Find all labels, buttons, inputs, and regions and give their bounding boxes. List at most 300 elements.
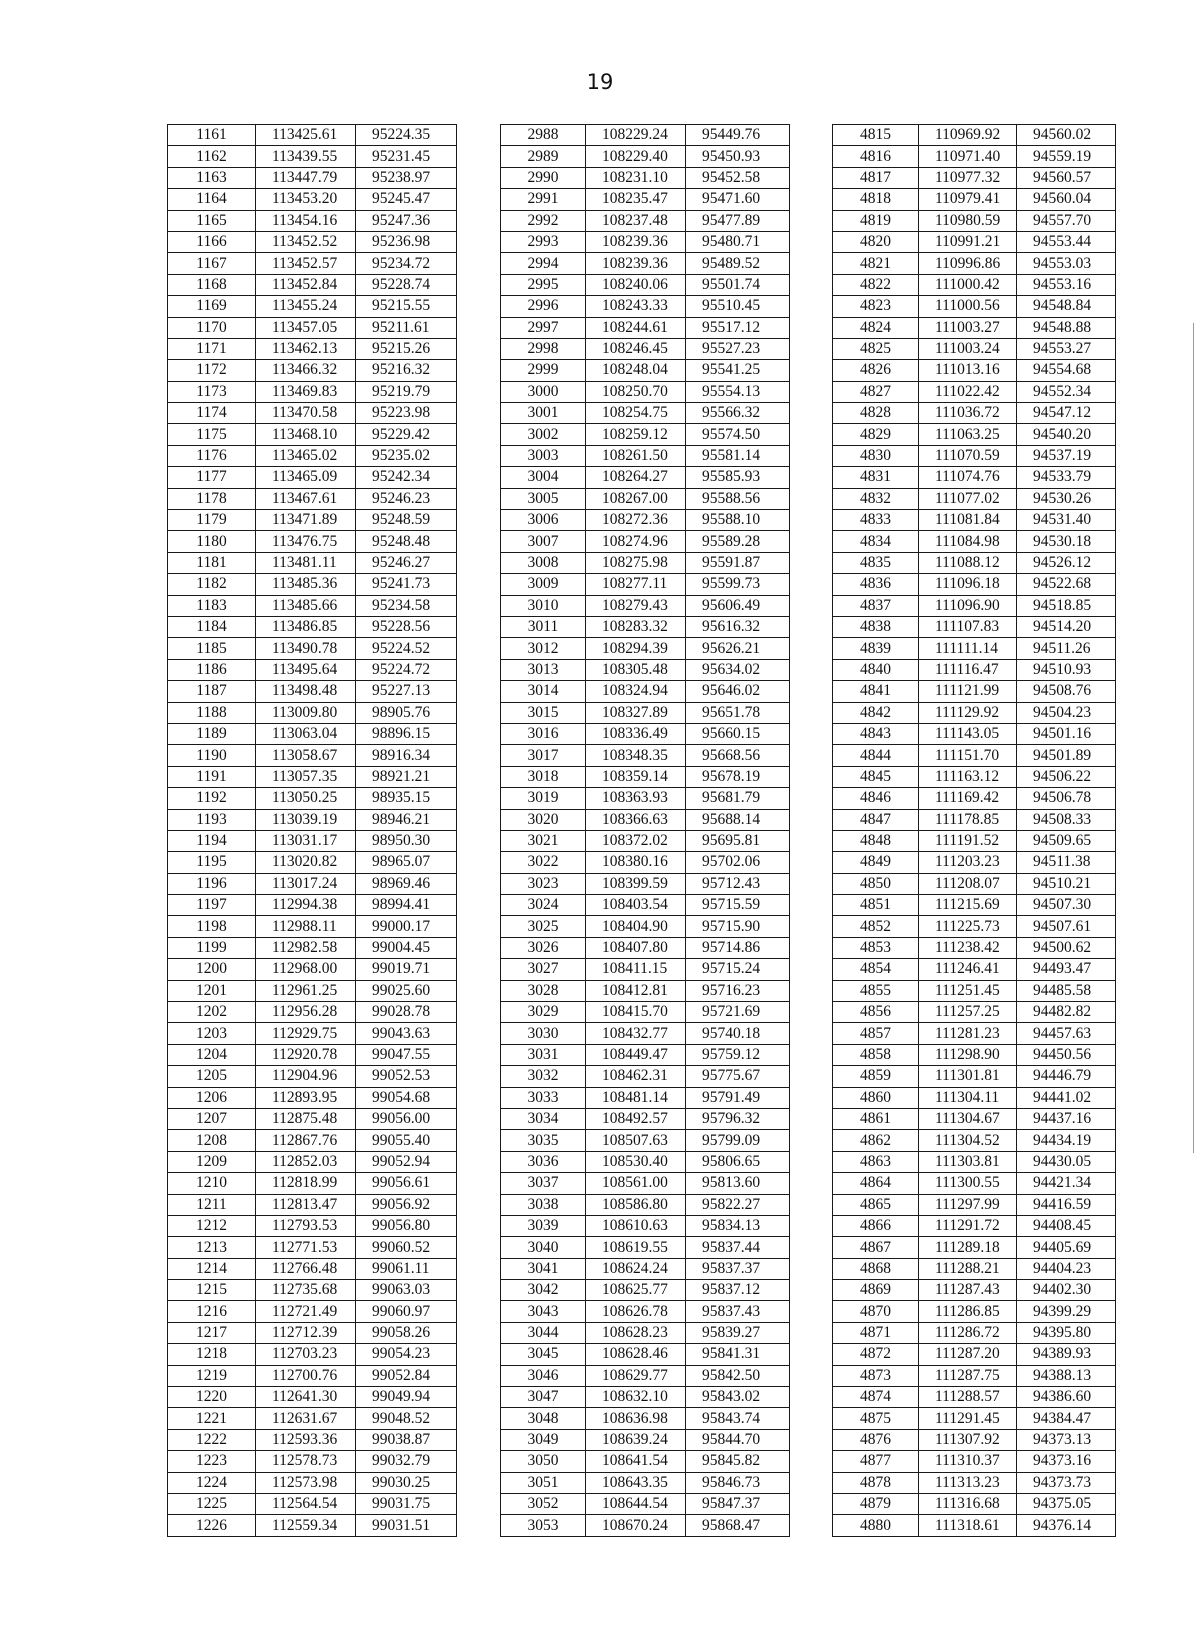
x-coordinate-cell: 111111.14	[919, 638, 1017, 659]
point-number-cell: 3000	[501, 381, 586, 402]
table-row	[833, 1280, 1116, 1301]
x-coordinate-cell: 111304.11	[919, 1087, 1017, 1108]
x-coordinate-cell: 112875.48	[256, 1108, 356, 1129]
point-number-cell: 1206	[168, 1087, 256, 1108]
point-number-cell: 4839	[833, 638, 919, 659]
y-coordinate-cell: 95224.35	[356, 125, 457, 146]
y-coordinate-cell: 95581.14	[686, 445, 790, 466]
point-number-cell: 4869	[833, 1280, 919, 1301]
y-coordinate-cell: 95813.60	[686, 1173, 790, 1194]
x-coordinate-cell: 108231.10	[586, 167, 686, 188]
table-row	[168, 1044, 457, 1065]
point-number-cell: 3022	[501, 852, 586, 873]
y-coordinate-cell: 99052.94	[356, 1151, 457, 1172]
table-row	[501, 1130, 790, 1151]
x-coordinate-cell: 111208.07	[919, 873, 1017, 894]
point-number-cell: 4879	[833, 1494, 919, 1515]
y-coordinate-cell: 95839.27	[686, 1322, 790, 1343]
x-coordinate-cell: 111316.68	[919, 1494, 1017, 1515]
y-coordinate-cell: 99054.68	[356, 1087, 457, 1108]
table-row	[168, 852, 457, 873]
table-row	[501, 809, 790, 830]
table-row	[833, 1258, 1116, 1279]
y-coordinate-cell: 98994.41	[356, 895, 457, 916]
point-number-cell: 4863	[833, 1151, 919, 1172]
x-coordinate-cell: 111287.43	[919, 1280, 1017, 1301]
y-coordinate-cell: 95449.76	[686, 125, 790, 146]
y-coordinate-cell: 99000.17	[356, 916, 457, 937]
y-coordinate-cell: 95219.79	[356, 381, 457, 402]
y-coordinate-cell: 95651.78	[686, 702, 790, 723]
table-row	[833, 1365, 1116, 1386]
y-coordinate-cell: 98921.21	[356, 766, 457, 787]
table-row	[501, 445, 790, 466]
y-coordinate-cell: 99030.25	[356, 1472, 457, 1493]
y-coordinate-cell: 95216.32	[356, 360, 457, 381]
x-coordinate-cell: 111298.90	[919, 1044, 1017, 1065]
point-number-cell: 3041	[501, 1258, 586, 1279]
x-coordinate-cell: 111246.41	[919, 959, 1017, 980]
y-coordinate-cell: 95841.31	[686, 1344, 790, 1365]
table-row	[168, 1322, 457, 1343]
point-number-cell: 3025	[501, 916, 586, 937]
point-number-cell: 1161	[168, 125, 256, 146]
table-row	[168, 403, 457, 424]
table-row	[501, 360, 790, 381]
point-number-cell: 1186	[168, 659, 256, 680]
point-number-cell: 1202	[168, 1002, 256, 1023]
table-row	[501, 467, 790, 488]
point-number-cell: 4860	[833, 1087, 919, 1108]
x-coordinate-cell: 108561.00	[586, 1173, 686, 1194]
table-row	[833, 574, 1116, 595]
y-coordinate-cell: 94548.88	[1017, 317, 1116, 338]
y-coordinate-cell: 94402.30	[1017, 1280, 1116, 1301]
point-number-cell: 3034	[501, 1108, 586, 1129]
point-number-cell: 2994	[501, 253, 586, 274]
x-coordinate-cell: 111022.42	[919, 381, 1017, 402]
x-coordinate-cell: 112771.53	[256, 1237, 356, 1258]
x-coordinate-cell: 108237.48	[586, 210, 686, 231]
y-coordinate-cell: 95480.71	[686, 231, 790, 252]
x-coordinate-cell: 113485.66	[256, 595, 356, 616]
table-row	[833, 531, 1116, 552]
table-row	[501, 189, 790, 210]
x-coordinate-cell: 113495.64	[256, 659, 356, 680]
x-coordinate-cell: 108643.35	[586, 1472, 686, 1493]
y-coordinate-cell: 95837.43	[686, 1301, 790, 1322]
x-coordinate-cell: 113452.57	[256, 253, 356, 274]
point-number-cell: 3042	[501, 1280, 586, 1301]
x-coordinate-cell: 110979.41	[919, 189, 1017, 210]
point-number-cell: 3002	[501, 424, 586, 445]
y-coordinate-cell: 99055.40	[356, 1130, 457, 1151]
x-coordinate-cell: 108277.11	[586, 574, 686, 595]
y-coordinate-cell: 95215.55	[356, 296, 457, 317]
table-row	[501, 1365, 790, 1386]
x-coordinate-cell: 113490.78	[256, 638, 356, 659]
point-number-cell: 1217	[168, 1322, 256, 1343]
table-row	[501, 895, 790, 916]
y-coordinate-cell: 95740.18	[686, 1023, 790, 1044]
y-coordinate-cell: 95234.58	[356, 595, 457, 616]
y-coordinate-cell: 95228.56	[356, 616, 457, 637]
point-number-cell: 3047	[501, 1387, 586, 1408]
point-number-cell: 3049	[501, 1429, 586, 1450]
y-coordinate-cell: 95845.82	[686, 1451, 790, 1472]
point-number-cell: 1200	[168, 959, 256, 980]
x-coordinate-cell: 113476.75	[256, 531, 356, 552]
y-coordinate-cell: 95716.23	[686, 980, 790, 1001]
table-row	[833, 1002, 1116, 1023]
table-row	[833, 189, 1116, 210]
table-row	[501, 1108, 790, 1129]
y-coordinate-cell: 95471.60	[686, 189, 790, 210]
point-number-cell: 4864	[833, 1173, 919, 1194]
point-number-cell: 2996	[501, 296, 586, 317]
table-row	[501, 1023, 790, 1044]
x-coordinate-cell: 113452.52	[256, 231, 356, 252]
x-coordinate-cell: 112956.28	[256, 1002, 356, 1023]
y-coordinate-cell: 95837.37	[686, 1258, 790, 1279]
x-coordinate-cell: 112961.25	[256, 980, 356, 1001]
table-row	[833, 959, 1116, 980]
y-coordinate-cell: 94507.61	[1017, 916, 1116, 937]
y-coordinate-cell: 95702.06	[686, 852, 790, 873]
y-coordinate-cell: 98950.30	[356, 830, 457, 851]
x-coordinate-cell: 108639.24	[586, 1429, 686, 1450]
point-number-cell: 4828	[833, 403, 919, 424]
point-number-cell: 4854	[833, 959, 919, 980]
margin-rule	[1193, 323, 1194, 1153]
table-row	[833, 745, 1116, 766]
x-coordinate-cell: 111286.85	[919, 1301, 1017, 1322]
table-row	[501, 338, 790, 359]
x-coordinate-cell: 108403.54	[586, 895, 686, 916]
y-coordinate-cell: 99043.63	[356, 1023, 457, 1044]
point-number-cell: 2998	[501, 338, 586, 359]
x-coordinate-cell: 112920.78	[256, 1044, 356, 1065]
table-row	[833, 424, 1116, 445]
point-number-cell: 3014	[501, 681, 586, 702]
y-coordinate-cell: 98935.15	[356, 788, 457, 809]
x-coordinate-cell: 112700.76	[256, 1365, 356, 1386]
table-row	[833, 1429, 1116, 1450]
table-row	[501, 296, 790, 317]
y-coordinate-cell: 99058.26	[356, 1322, 457, 1343]
x-coordinate-cell: 112559.34	[256, 1515, 356, 1536]
point-number-cell: 4847	[833, 809, 919, 830]
point-number-cell: 4868	[833, 1258, 919, 1279]
point-number-cell: 4848	[833, 830, 919, 851]
y-coordinate-cell: 99056.92	[356, 1194, 457, 1215]
x-coordinate-cell: 111169.42	[919, 788, 1017, 809]
table-row	[501, 1173, 790, 1194]
table-row	[501, 1451, 790, 1472]
table-row	[168, 1494, 457, 1515]
y-coordinate-cell: 95715.24	[686, 959, 790, 980]
point-number-cell: 3035	[501, 1130, 586, 1151]
table-row	[501, 510, 790, 531]
table-row	[833, 638, 1116, 659]
table-row	[501, 403, 790, 424]
point-number-cell: 3033	[501, 1087, 586, 1108]
y-coordinate-cell: 95837.12	[686, 1280, 790, 1301]
table-row	[501, 681, 790, 702]
point-number-cell: 3031	[501, 1044, 586, 1065]
y-coordinate-cell: 94434.19	[1017, 1130, 1116, 1151]
point-number-cell: 1213	[168, 1237, 256, 1258]
table-row	[168, 937, 457, 958]
x-coordinate-cell: 108626.78	[586, 1301, 686, 1322]
point-number-cell: 3051	[501, 1472, 586, 1493]
point-number-cell: 2988	[501, 125, 586, 146]
y-coordinate-cell: 94514.20	[1017, 616, 1116, 637]
point-number-cell: 3032	[501, 1066, 586, 1087]
point-number-cell: 4818	[833, 189, 919, 210]
table-row	[833, 445, 1116, 466]
x-coordinate-cell: 113471.89	[256, 510, 356, 531]
point-number-cell: 4833	[833, 510, 919, 531]
y-coordinate-cell: 95599.73	[686, 574, 790, 595]
table-row	[168, 210, 457, 231]
point-number-cell: 4822	[833, 274, 919, 295]
table-row	[501, 1344, 790, 1365]
point-number-cell: 2995	[501, 274, 586, 295]
table-row	[501, 788, 790, 809]
y-coordinate-cell: 94537.19	[1017, 445, 1116, 466]
x-coordinate-cell: 111304.67	[919, 1108, 1017, 1129]
table-row	[168, 1215, 457, 1236]
y-coordinate-cell: 95510.45	[686, 296, 790, 317]
y-coordinate-cell: 95714.86	[686, 937, 790, 958]
x-coordinate-cell: 108586.80	[586, 1194, 686, 1215]
table-row	[501, 1515, 790, 1536]
x-coordinate-cell: 112793.53	[256, 1215, 356, 1236]
x-coordinate-cell: 108240.06	[586, 274, 686, 295]
point-number-cell: 4865	[833, 1194, 919, 1215]
point-number-cell: 1168	[168, 274, 256, 295]
point-number-cell: 1218	[168, 1344, 256, 1365]
table-row	[833, 1066, 1116, 1087]
table-row	[168, 745, 457, 766]
x-coordinate-cell: 113481.11	[256, 552, 356, 573]
y-coordinate-cell: 95227.13	[356, 681, 457, 702]
table-row	[501, 1494, 790, 1515]
x-coordinate-cell: 112893.95	[256, 1087, 356, 1108]
y-coordinate-cell: 94557.70	[1017, 210, 1116, 231]
y-coordinate-cell: 95224.52	[356, 638, 457, 659]
x-coordinate-cell: 108404.90	[586, 916, 686, 937]
point-number-cell: 4851	[833, 895, 919, 916]
table-row	[833, 552, 1116, 573]
point-number-cell: 4867	[833, 1237, 919, 1258]
x-coordinate-cell: 108348.35	[586, 745, 686, 766]
x-coordinate-cell: 111000.56	[919, 296, 1017, 317]
table-row	[168, 1258, 457, 1279]
x-coordinate-cell: 113452.84	[256, 274, 356, 295]
x-coordinate-cell: 113470.58	[256, 403, 356, 424]
y-coordinate-cell: 95715.90	[686, 916, 790, 937]
y-coordinate-cell: 98946.21	[356, 809, 457, 830]
x-coordinate-cell: 111301.81	[919, 1066, 1017, 1087]
y-coordinate-cell: 94559.19	[1017, 146, 1116, 167]
x-coordinate-cell: 112766.48	[256, 1258, 356, 1279]
x-coordinate-cell: 112593.36	[256, 1429, 356, 1450]
x-coordinate-cell: 112712.39	[256, 1322, 356, 1343]
table-row	[168, 1066, 457, 1087]
table-row	[168, 873, 457, 894]
table-row	[833, 1044, 1116, 1065]
point-number-cell: 4861	[833, 1108, 919, 1129]
y-coordinate-cell: 95616.32	[686, 616, 790, 637]
point-number-cell: 1184	[168, 616, 256, 637]
table-row	[833, 595, 1116, 616]
table-row	[501, 1280, 790, 1301]
table-row	[833, 1237, 1116, 1258]
table-row	[501, 937, 790, 958]
point-number-cell: 3024	[501, 895, 586, 916]
table-row	[168, 788, 457, 809]
table-row	[833, 1173, 1116, 1194]
x-coordinate-cell: 113455.24	[256, 296, 356, 317]
x-coordinate-cell: 108530.40	[586, 1151, 686, 1172]
point-number-cell: 4859	[833, 1066, 919, 1087]
x-coordinate-cell: 112904.96	[256, 1066, 356, 1087]
y-coordinate-cell: 95223.98	[356, 403, 457, 424]
point-number-cell: 1165	[168, 210, 256, 231]
x-coordinate-cell: 108229.40	[586, 146, 686, 167]
point-number-cell: 4819	[833, 210, 919, 231]
y-coordinate-cell: 95241.73	[356, 574, 457, 595]
table-row	[168, 1365, 457, 1386]
x-coordinate-cell: 108624.24	[586, 1258, 686, 1279]
point-number-cell: 4829	[833, 424, 919, 445]
table-row	[168, 980, 457, 1001]
y-coordinate-cell: 95678.19	[686, 766, 790, 787]
x-coordinate-cell: 112641.30	[256, 1387, 356, 1408]
point-number-cell: 1180	[168, 531, 256, 552]
table-row	[501, 1472, 790, 1493]
point-number-cell: 4820	[833, 231, 919, 252]
point-number-cell: 1175	[168, 424, 256, 445]
point-number-cell: 3029	[501, 1002, 586, 1023]
y-coordinate-cell: 95842.50	[686, 1365, 790, 1386]
x-coordinate-cell: 111215.69	[919, 895, 1017, 916]
x-coordinate-cell: 112631.67	[256, 1408, 356, 1429]
y-coordinate-cell: 95246.23	[356, 488, 457, 509]
x-coordinate-cell: 108628.46	[586, 1344, 686, 1365]
point-number-cell: 1224	[168, 1472, 256, 1493]
x-coordinate-cell: 113453.20	[256, 189, 356, 210]
table-row	[501, 1387, 790, 1408]
y-coordinate-cell: 94437.16	[1017, 1108, 1116, 1129]
x-coordinate-cell: 111304.52	[919, 1130, 1017, 1151]
table-row	[501, 552, 790, 573]
y-coordinate-cell: 98896.15	[356, 723, 457, 744]
x-coordinate-cell: 111074.76	[919, 467, 1017, 488]
table-row	[168, 1472, 457, 1493]
table-row	[501, 1429, 790, 1450]
point-number-cell: 1225	[168, 1494, 256, 1515]
point-number-cell: 1182	[168, 574, 256, 595]
point-number-cell: 1212	[168, 1215, 256, 1236]
y-coordinate-cell: 95501.74	[686, 274, 790, 295]
x-coordinate-cell: 111286.72	[919, 1322, 1017, 1343]
y-coordinate-cell: 95231.45	[356, 146, 457, 167]
x-coordinate-cell: 108267.00	[586, 488, 686, 509]
x-coordinate-cell: 111077.02	[919, 488, 1017, 509]
x-coordinate-cell: 108239.36	[586, 253, 686, 274]
x-coordinate-cell: 112994.38	[256, 895, 356, 916]
x-coordinate-cell: 108254.75	[586, 403, 686, 424]
y-coordinate-cell: 95591.87	[686, 552, 790, 573]
x-coordinate-cell: 112573.98	[256, 1472, 356, 1493]
y-coordinate-cell: 94441.02	[1017, 1087, 1116, 1108]
point-number-cell: 1185	[168, 638, 256, 659]
x-coordinate-cell: 113498.48	[256, 681, 356, 702]
point-number-cell: 4836	[833, 574, 919, 595]
point-number-cell: 4842	[833, 702, 919, 723]
table-row	[833, 167, 1116, 188]
x-coordinate-cell: 112818.99	[256, 1173, 356, 1194]
table-row	[168, 574, 457, 595]
y-coordinate-cell: 95588.10	[686, 510, 790, 531]
table-row	[833, 1087, 1116, 1108]
point-number-cell: 1166	[168, 231, 256, 252]
point-number-cell: 1188	[168, 702, 256, 723]
point-number-cell: 3030	[501, 1023, 586, 1044]
table-row	[168, 1087, 457, 1108]
table-row	[168, 1173, 457, 1194]
x-coordinate-cell: 108324.94	[586, 681, 686, 702]
point-number-cell: 1226	[168, 1515, 256, 1536]
y-coordinate-cell: 95248.48	[356, 531, 457, 552]
y-coordinate-cell: 94388.13	[1017, 1365, 1116, 1386]
x-coordinate-cell: 111129.92	[919, 702, 1017, 723]
point-number-cell: 3037	[501, 1173, 586, 1194]
table-row	[168, 488, 457, 509]
table-row	[501, 723, 790, 744]
x-coordinate-cell: 108244.61	[586, 317, 686, 338]
x-coordinate-cell: 108248.04	[586, 360, 686, 381]
y-coordinate-cell: 95554.13	[686, 381, 790, 402]
table-row	[501, 574, 790, 595]
table-row	[833, 253, 1116, 274]
table-row	[501, 125, 790, 146]
y-coordinate-cell: 94552.34	[1017, 381, 1116, 402]
table-row	[833, 809, 1116, 830]
x-coordinate-cell: 111070.59	[919, 445, 1017, 466]
point-number-cell: 1187	[168, 681, 256, 702]
point-number-cell: 1192	[168, 788, 256, 809]
point-number-cell: 1190	[168, 745, 256, 766]
y-coordinate-cell: 95588.56	[686, 488, 790, 509]
point-number-cell: 4852	[833, 916, 919, 937]
point-number-cell: 4827	[833, 381, 919, 402]
table-row	[501, 873, 790, 894]
y-coordinate-cell: 95234.72	[356, 253, 457, 274]
table-row	[833, 1451, 1116, 1472]
point-number-cell: 3045	[501, 1344, 586, 1365]
y-coordinate-cell: 95843.74	[686, 1408, 790, 1429]
table-row	[168, 1237, 457, 1258]
y-coordinate-cell: 95224.72	[356, 659, 457, 680]
point-number-cell: 1177	[168, 467, 256, 488]
y-coordinate-cell: 94547.12	[1017, 403, 1116, 424]
x-coordinate-cell: 108363.93	[586, 788, 686, 809]
point-number-cell: 1189	[168, 723, 256, 744]
